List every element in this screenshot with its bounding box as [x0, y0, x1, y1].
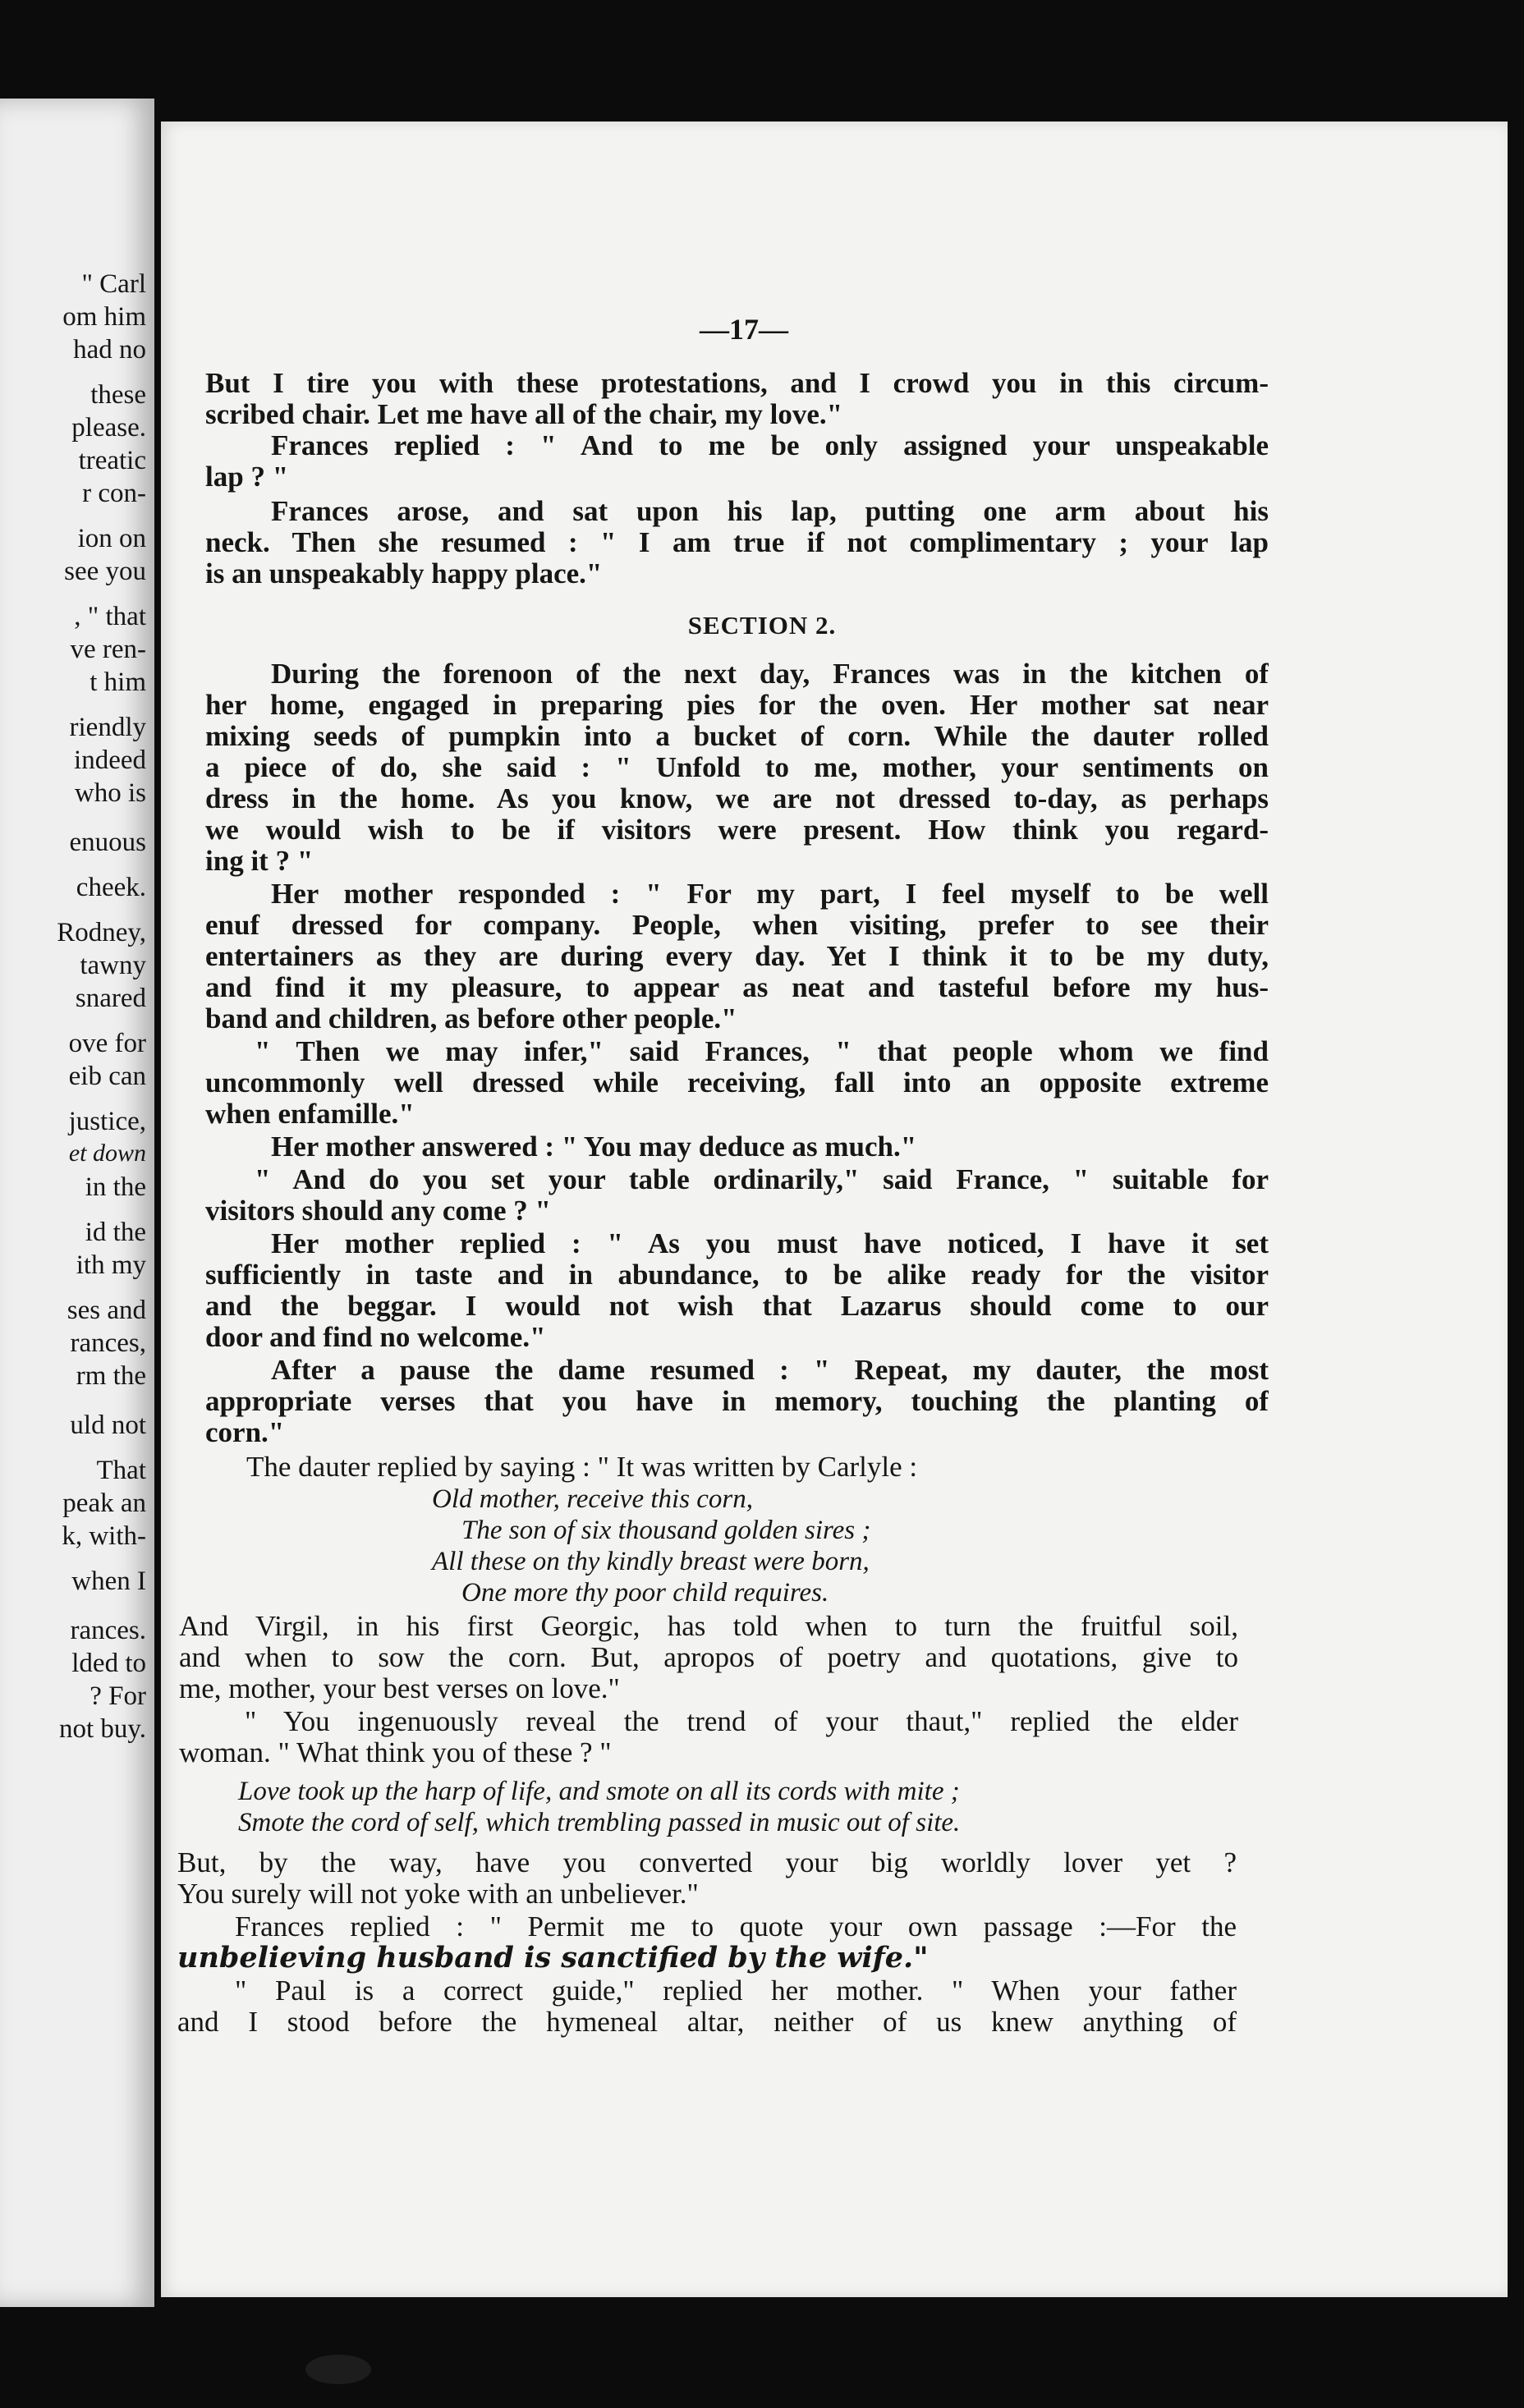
section-heading: SECTION 2. [687, 611, 837, 640]
text-line: me, mother, your best verses on love." [179, 1673, 620, 1704]
left-page-fragment: k, with- [62, 1521, 146, 1551]
left-page-fragment: cheek. [76, 873, 146, 902]
left-page-fragment: om him [62, 302, 146, 332]
text-line: ing it ? " [205, 846, 314, 877]
text-line: visitors should any come ? " [205, 1195, 551, 1227]
text-line: and the beggar. I would not wish that Lazarus should come to our [205, 1291, 1269, 1322]
left-page-fragment: rances, [70, 1328, 146, 1358]
text-line: During the forenoon of the next day, Frances was in the kitchen of [271, 658, 1269, 690]
left-page-fragment: treatic [78, 446, 146, 475]
text-line: sufficiently in taste and in abundance, to be alike ready for the visitor [205, 1259, 1269, 1291]
left-page-fragment: peak an [62, 1488, 146, 1518]
text-line: Frances replied : " And to me be only assigned your unspeakable [271, 430, 1269, 461]
text-line: and when to sow the corn. But, apropos of poetry and quotations, give to [179, 1642, 1238, 1673]
left-page-fragment: id the [85, 1218, 146, 1247]
text-line: and I stood before the hymeneal altar, neither of us knew anything of [177, 2007, 1237, 2038]
left-page-fragment: rm the [76, 1361, 146, 1391]
verse-line: Smote the cord of self, which trembling passed in music out of site. [238, 1808, 961, 1837]
text-line: Her mother replied : " As you must have noticed, I have it set [271, 1228, 1269, 1259]
text-line: when enfamille." [205, 1099, 415, 1130]
left-page-fragment: not buy. [58, 1714, 146, 1744]
text-line: " Paul is a correct guide," replied her mother. " When your father [235, 1975, 1237, 2007]
left-page-fragment: eib can [68, 1062, 146, 1091]
text-line: door and find no welcome." [205, 1322, 546, 1353]
verse-line: Love took up the harp of life, and smote on all its cords with mite ; [238, 1777, 960, 1806]
left-page-fragment: when I [71, 1566, 146, 1596]
text-line: Frances arose, and sat upon his lap, putting one arm about his [271, 496, 1269, 527]
text-line: But I tire you with these protestations, and I crowd you in this circum- [205, 368, 1269, 399]
text-line: scribed chair. Let me have all of the chair, my love." [205, 399, 843, 430]
text-line: band and children, as before other people." [205, 1003, 737, 1034]
left-page-fragment: et down [68, 1140, 146, 1167]
left-page-fragment: please. [71, 413, 146, 443]
left-page-fragment: indeed [74, 745, 146, 775]
left-page-fragment: ith my [76, 1250, 146, 1280]
text-line: unbelieving husband is sanctified by the wife." [177, 1942, 929, 1974]
left-page-fragment: rances. [70, 1616, 146, 1645]
scan-shadow [305, 2355, 371, 2384]
text-line: " You ingenuously reveal the trend of your thaut," replied the elder [245, 1706, 1238, 1737]
text-line: we would wish to be if visitors were present. How think you regard- [205, 814, 1269, 846]
left-page-fragment: tawny [80, 951, 146, 980]
text-line: Her mother answered : " You may deduce as much." [271, 1131, 917, 1163]
text-line: neck. Then she resumed : " I am true if not complimentary ; your lap [205, 527, 1269, 558]
left-page-fragment: t him [90, 667, 146, 697]
text-line: Her mother responded : " For my part, I feel myself to be well [271, 878, 1269, 910]
left-page-fragment: had no [73, 335, 146, 365]
text-line: and find it my pleasure, to appear as neat and tasteful before my hus- [205, 972, 1269, 1003]
left-page-fragment: lded to [71, 1649, 146, 1678]
text-line: But, by the way, have you converted your big worldly lover yet ? [177, 1847, 1237, 1878]
left-page-fragment: in the [85, 1172, 146, 1202]
left-page-fragment: justice, [68, 1107, 146, 1136]
text-line: woman. " What think you of these ? " [179, 1737, 612, 1768]
text-line: enuf dressed for company. People, when visiting, prefer to see their [205, 910, 1269, 941]
left-page-fragment: ses and [67, 1296, 146, 1325]
left-page-fragment: ve ren- [70, 635, 146, 664]
text-line: Frances replied : " Permit me to quote your own passage :—For the [235, 1911, 1237, 1942]
left-page-fragment: snared [75, 984, 146, 1013]
text-line: After a pause the dame resumed : " Repeat, my dauter, the most [271, 1355, 1269, 1386]
text-line: uncommonly well dressed while receiving, fall into an opposite extreme [205, 1067, 1269, 1099]
left-page-fragment: " Carl [81, 269, 146, 299]
left-page-fragment: who is [74, 778, 146, 808]
text-line: " And do you set your table ordinarily," said France, " suitable for [255, 1164, 1269, 1195]
text-line: You surely will not yoke with an unbeliever." [177, 1878, 699, 1910]
left-page-fragment: enuous [69, 828, 146, 857]
left-page-fragment: these [90, 380, 146, 410]
left-page-fragment: r con- [82, 479, 146, 508]
text-line: a piece of do, she said : " Unfold to me, mother, your sentiments on [205, 752, 1269, 783]
text-line: entertainers as they are during every day. Yet I think it to be my duty, [205, 941, 1269, 972]
text-line: her home, engaged in preparing pies for the oven. Her mother sat near [205, 690, 1269, 721]
left-page-fragment: That [96, 1456, 146, 1485]
verse-line: The son of six thousand golden sires ; [461, 1516, 871, 1545]
text-line: lap ? " [205, 461, 289, 493]
text-line: " Then we may infer," said Frances, " that people whom we find [255, 1036, 1269, 1067]
left-page-fragment: see you [64, 557, 146, 586]
left-page-fragment: Rodney, [57, 918, 146, 947]
left-page-fragment: uld not [70, 1410, 146, 1440]
text-line: is an unspeakably happy place." [205, 558, 603, 589]
text-line: mixing seeds of pumpkin into a bucket of corn. While the dauter rolled [205, 721, 1269, 752]
left-page-fragment: riendly [69, 713, 146, 742]
verse-line: Old mother, receive this corn, [432, 1484, 754, 1514]
text-line: appropriate verses that you have in memory, touching the planting of [205, 1386, 1269, 1417]
left-page-fragment: ion on [77, 524, 146, 553]
page-number: —17— [700, 313, 788, 346]
text-line: The dauter replied by saying : " It was written by Carlyle : [246, 1452, 918, 1483]
text-line: And Virgil, in his first Georgic, has told when to turn the fruitful soil, [179, 1611, 1238, 1642]
text-line: dress in the home. As you know, we are not dressed to-day, as perhaps [205, 783, 1269, 814]
text-line: corn." [205, 1417, 285, 1448]
verse-line: One more thy poor child requires. [461, 1578, 829, 1608]
left-page-fragment: , " that [74, 602, 146, 631]
left-page-fragment: ? For [90, 1681, 146, 1711]
left-page-edge [0, 99, 154, 2307]
left-page-fragment: ove for [68, 1029, 146, 1058]
verse-line: All these on thy kindly breast were born, [432, 1547, 870, 1576]
